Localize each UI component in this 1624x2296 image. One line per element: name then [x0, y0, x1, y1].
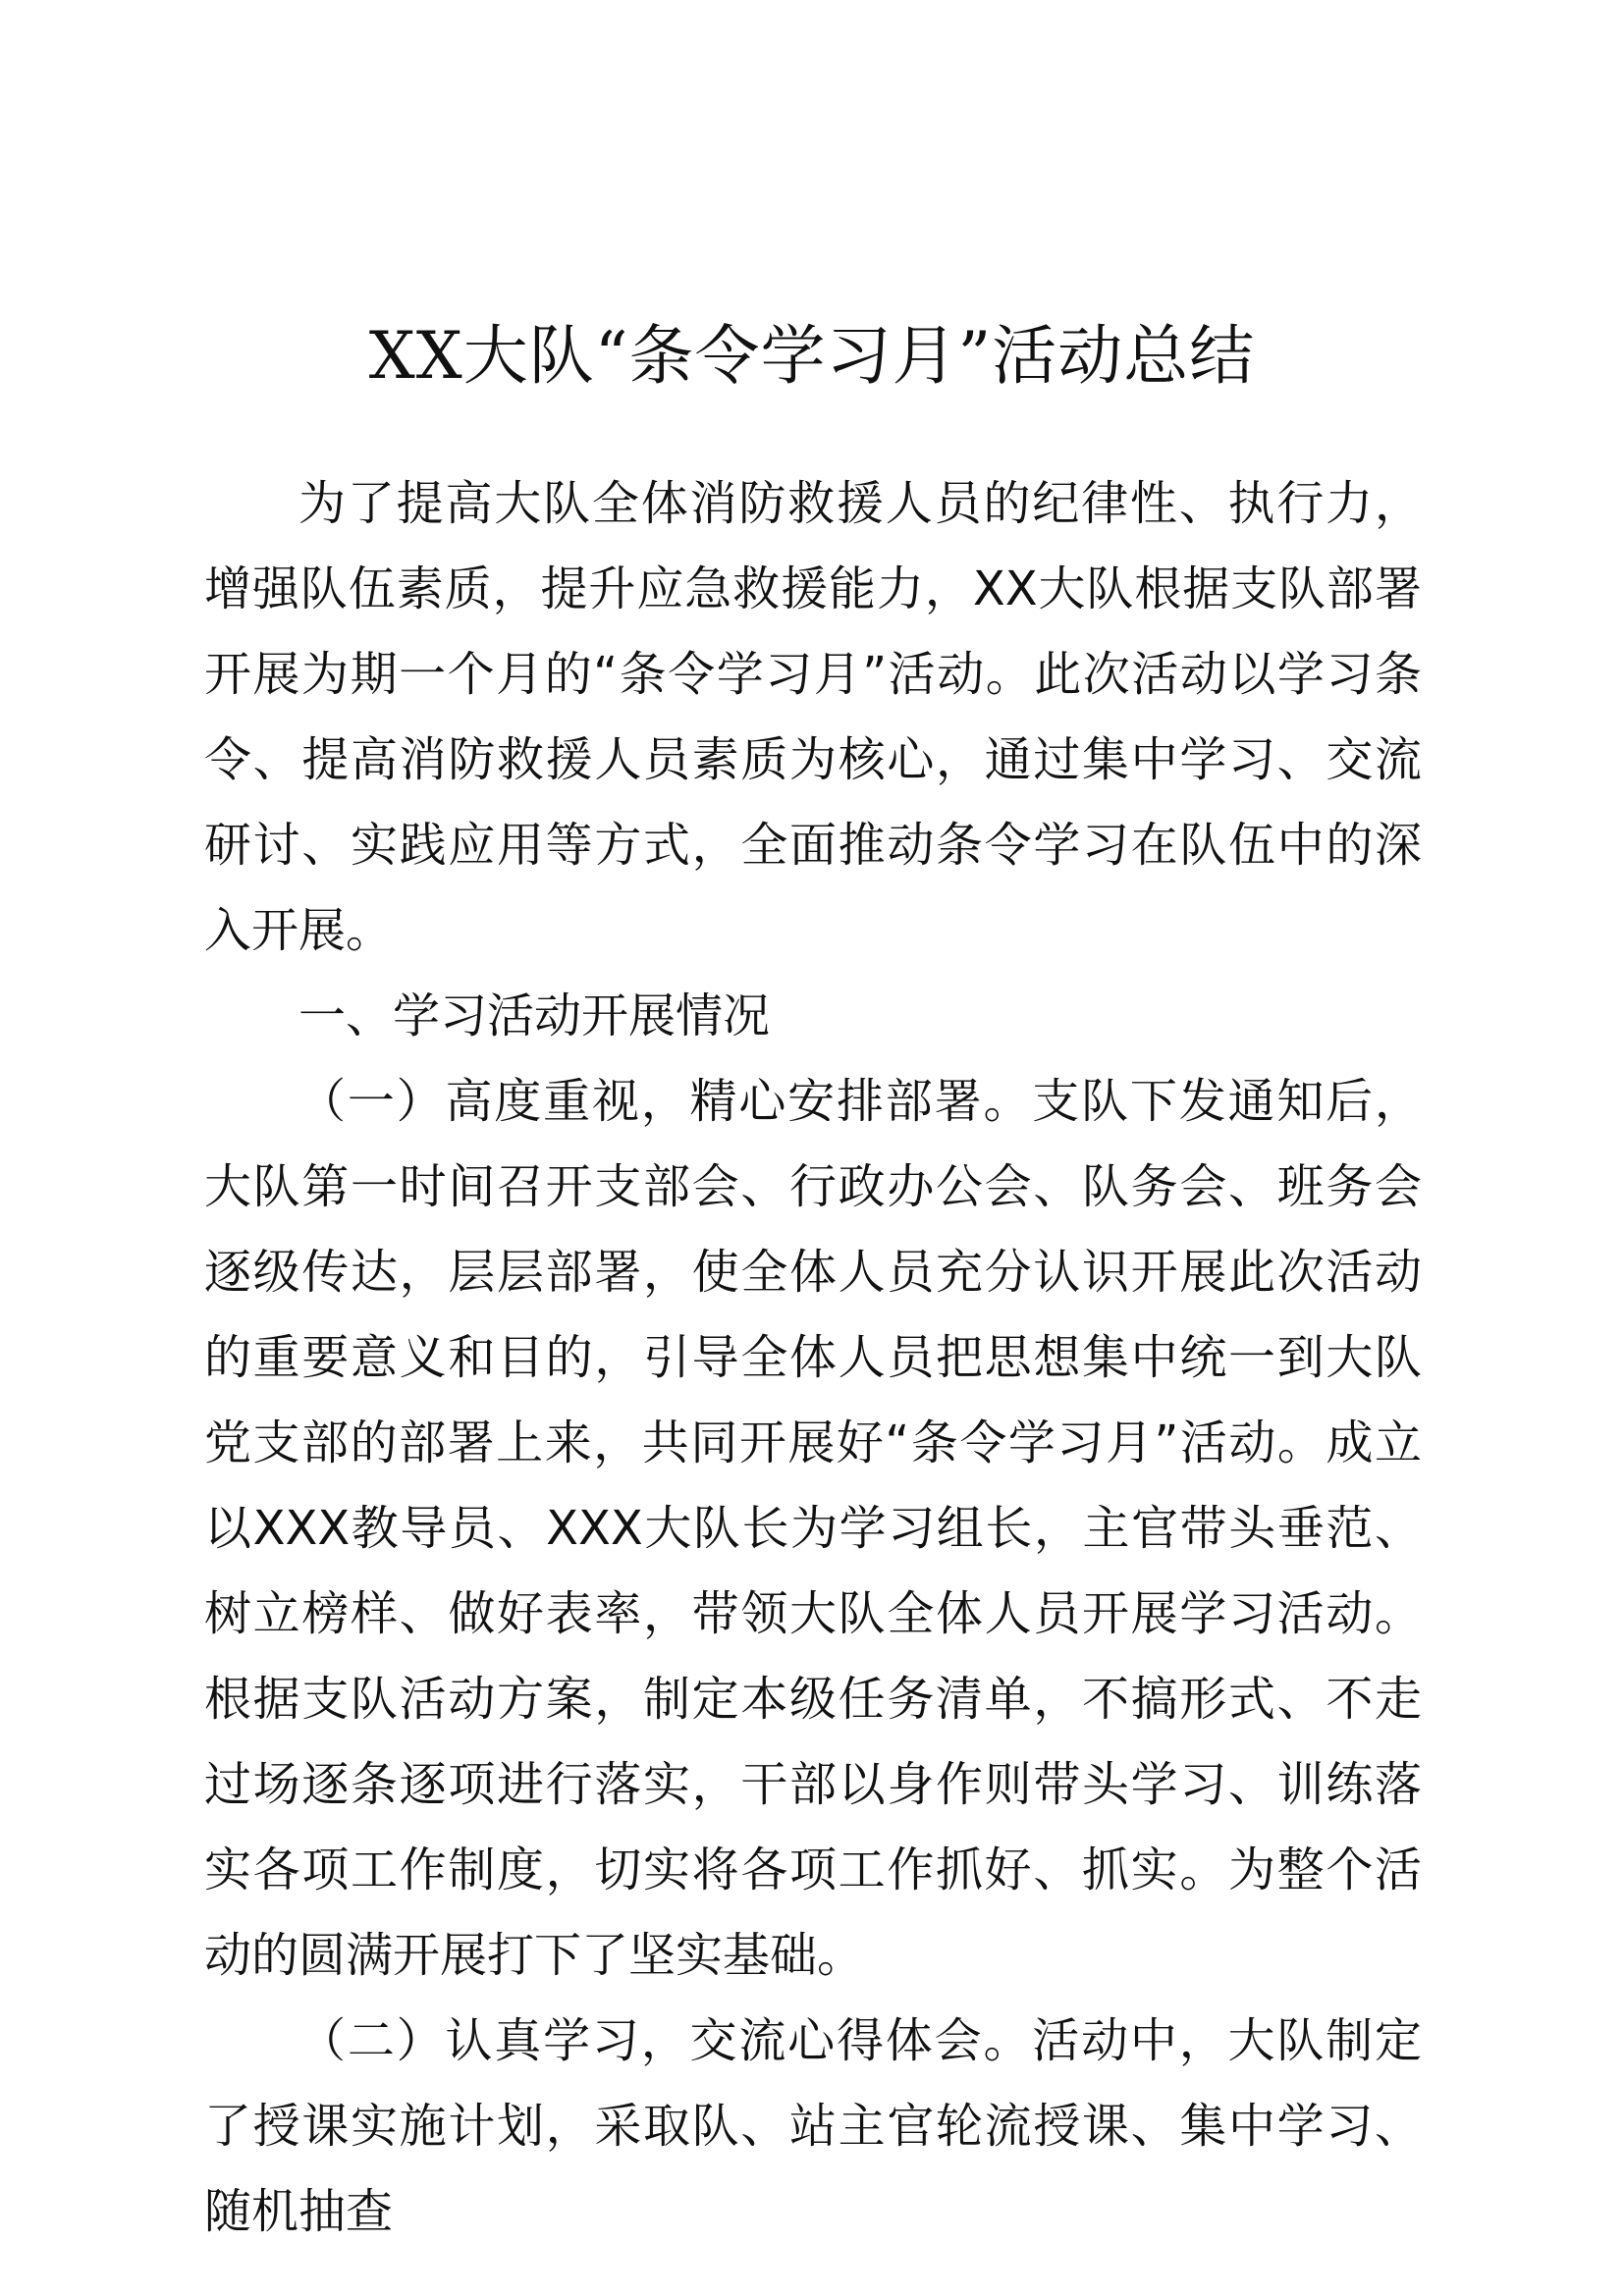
intro-paragraph: 为了提高大队全体消防救援人员的纪律性、执行力，增强队伍素质，提升应急救援能力，XX大队根据支队部署开展为期一个月的“条令学习月”活动。此次活动以学习条令、提高消防救援人员素质为核心，通过集中学习、交流研讨、实践应用等方式，全面推动条令学习在队伍中的深入开展。 [204, 476, 1422, 958]
body-paragraph-2: （二）认真学习，交流心得体会。活动中，大队制定了授课实施计划，采取队、站主官轮流授课、集中学习、随机抽查 [204, 2013, 1422, 2239]
section-heading: 一、学习活动开展情况 [298, 988, 771, 1043]
document-body [204, 461, 1422, 2255]
document-title: XX大队“条令学习月”活动总结 [368, 318, 1256, 394]
body-paragraph-1: （一）高度重视，精心安排部署。支队下发通知后，大队第一时间召开支部会、行政办公会、队务会、班务会逐级传达，层层部署，使全体人员充分认识开展此次活动的重要意义和目的，引导全体人员把思想集中统一到大队党支部的部署上来，共同开展好“条令学习月”活动。成立以XXX教导员、XXX大队长为学习组长，主官带头垂范、树立榜样、做好表率，带领大队全体人员开展学习活动。根据支队活动方案，制定本级任务清单，不搞形式、不走过场逐条逐项进行落实，干部以身作则带头学习、训练落实各项工作制度，切实将各项工作抓好、抓实。为整个活动的圆满开展打下了坚实基础。 [204, 1074, 1422, 1983]
